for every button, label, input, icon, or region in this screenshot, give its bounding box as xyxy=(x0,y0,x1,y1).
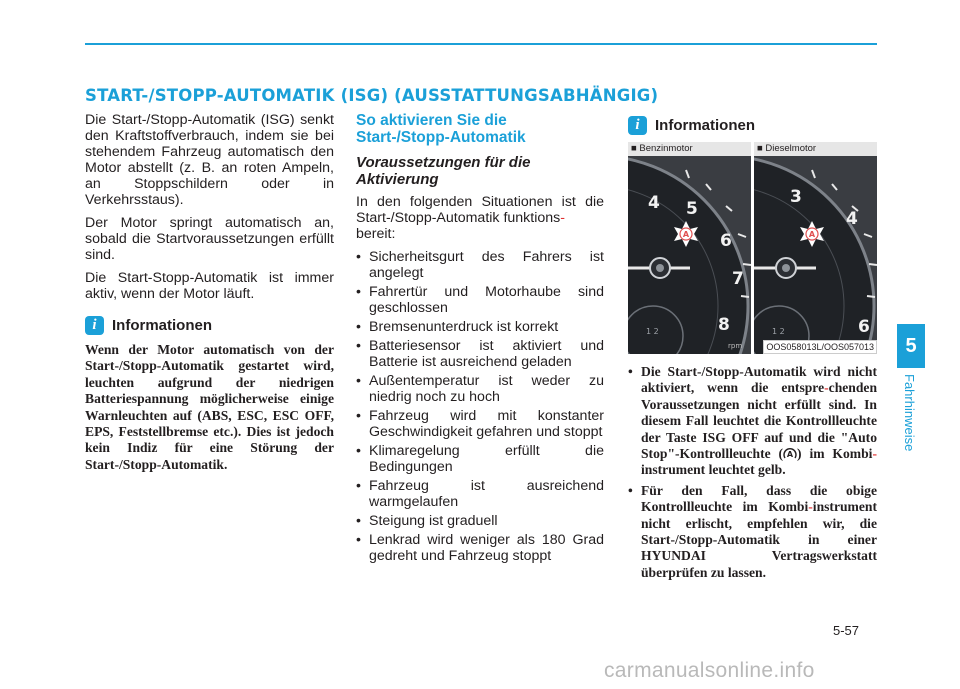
svg-text:1 2: 1 2 xyxy=(772,327,785,336)
list-item: • Fahrzeug ist ausreichend warmgelaufen xyxy=(356,478,604,510)
list-item: • Außentemperatur ist weder zu niedrig noch zu hoch xyxy=(356,373,604,405)
gauge-number: 6 xyxy=(720,231,732,251)
list-item: • Klimaregelung erfüllt die Bedingungen xyxy=(356,443,604,475)
rpm-label: rpm xyxy=(728,342,743,350)
svg-text:1 2: 1 2 xyxy=(646,327,659,336)
list-item: • Bremsenunterdruck ist korrekt xyxy=(356,319,604,335)
top-rule xyxy=(85,43,877,45)
diesel-cluster-panel xyxy=(754,142,877,354)
list-item: • Fahrzeug wird mit konstanter Geschwindigkeit gefahren und stoppt xyxy=(356,408,604,440)
page-number: 5-57 xyxy=(833,623,860,638)
gauge-number: 7 xyxy=(732,269,744,289)
column-2 xyxy=(356,112,604,567)
list-item: • Batteriesensor ist aktiviert und Batterie ist ausreichend geladen xyxy=(356,338,604,370)
intro-paragraph-2: Der Motor springt automatisch an, sobald die Startvoraussetzungen erfüllt sind. xyxy=(85,215,334,263)
petrol-gauge-image xyxy=(628,156,751,354)
gauge-number: 8 xyxy=(718,315,730,335)
list-item: • Für den Fall, dass die obige Kontrollleuchte im Kombi-instrument nicht erlischt, empfehlen wir, die Start-/Stopp-Automatik in einer HYUNDAI Vertragswerkstatt überprüfen zu lassen. xyxy=(628,483,877,581)
cluster-figure xyxy=(628,142,877,354)
chapter-tab: 5 xyxy=(897,324,925,368)
info-header xyxy=(85,316,334,335)
requirements-heading: Voraussetzungen für die Aktivierung xyxy=(356,154,531,188)
column-3 xyxy=(628,112,877,585)
diesel-gauge-image xyxy=(754,156,877,354)
column-1 xyxy=(85,112,334,473)
info-icon: i xyxy=(628,116,647,135)
info-text: Wenn der Motor automatisch von der Start-/Stopp-Automatik gestartet wird, leuchten aufgrund der niedrigen Batteriespannung möglicherweise einige Warnleuchten auf (ABS, ESC, ESC OFF, EPS, Feststellbremse etc.). Dies ist jedoch kein Indiz für eine Störung der Start-/Stopp-Automatik. xyxy=(85,342,334,472)
info-header xyxy=(628,116,877,135)
intro-paragraph-3: Die Start-Stopp-Automatik ist immer aktiv, wenn der Motor läuft. xyxy=(85,270,334,302)
list-item: • Fahrertür und Motorhaube sind geschlossen xyxy=(356,284,604,316)
auto-stop-icon xyxy=(783,447,797,459)
chapter-label: Fahrhinweise xyxy=(902,374,917,452)
notes-list xyxy=(628,364,877,581)
figure-code: OOS058013L/OOS057013 xyxy=(763,340,877,354)
petrol-cluster-panel xyxy=(628,142,751,354)
list-item: • Steigung ist graduell xyxy=(356,513,604,529)
panel-label-diesel: ■ Dieselmotor xyxy=(754,142,877,156)
info-title: Informationen xyxy=(655,117,755,134)
info-icon: i xyxy=(85,316,104,335)
gauge-number: 5 xyxy=(686,199,698,219)
panel-label-petrol: ■ Benzinmotor xyxy=(628,142,751,156)
watermark: carmanualsonline.info xyxy=(604,659,815,682)
gauge-number: 4 xyxy=(846,209,858,229)
list-item: • Sicherheitsgurt des Fahrers ist angelegt xyxy=(356,249,604,281)
gauge-number: 3 xyxy=(790,187,802,207)
svg-text:A: A xyxy=(786,450,794,460)
info-title: Informationen xyxy=(112,317,212,334)
gauge-number: 6 xyxy=(858,317,870,337)
intro-paragraph-1: Die Start-/Stopp-Automatik (ISG) senkt den Kraftstoffverbrauch, indem sie bei stehendem Fahrzeug automatisch den Motor abstellt (z. B. an roten Ampeln, an Stoppschildern oder in Verkehrsstaus). xyxy=(85,112,334,208)
svg-text:A: A xyxy=(808,230,816,239)
activation-heading: So aktivieren Sie die Start-/Stopp-Automatik xyxy=(356,112,526,146)
list-item: • Die Start-/Stopp-Automatik wird nicht aktiviert, wenn die entspre-chenden Voraussetzungen nicht erfüllt sind. In diesem Fall leuchtet die Kontrollleuchte der Taste ISG OFF auf und die "Auto Stop"-Kontrollleuchte ( A ) im Kombi-instrument leuchtet gelb. xyxy=(628,364,877,479)
list-item: • Lenkrad wird weniger als 180 Grad gedreht und Fahrzeug stoppt xyxy=(356,532,604,564)
requirements-intro: In den folgenden Situationen ist die Start-/Stopp-Automatik funktions- bereit: xyxy=(356,194,604,242)
section-title: START-/STOPP-AUTOMATIK (ISG) (AUSSTATTUNGSABHÄNGIG) xyxy=(85,86,659,105)
svg-text:A: A xyxy=(682,230,690,239)
gauge-number: 4 xyxy=(648,193,660,213)
requirements-list xyxy=(356,249,604,564)
